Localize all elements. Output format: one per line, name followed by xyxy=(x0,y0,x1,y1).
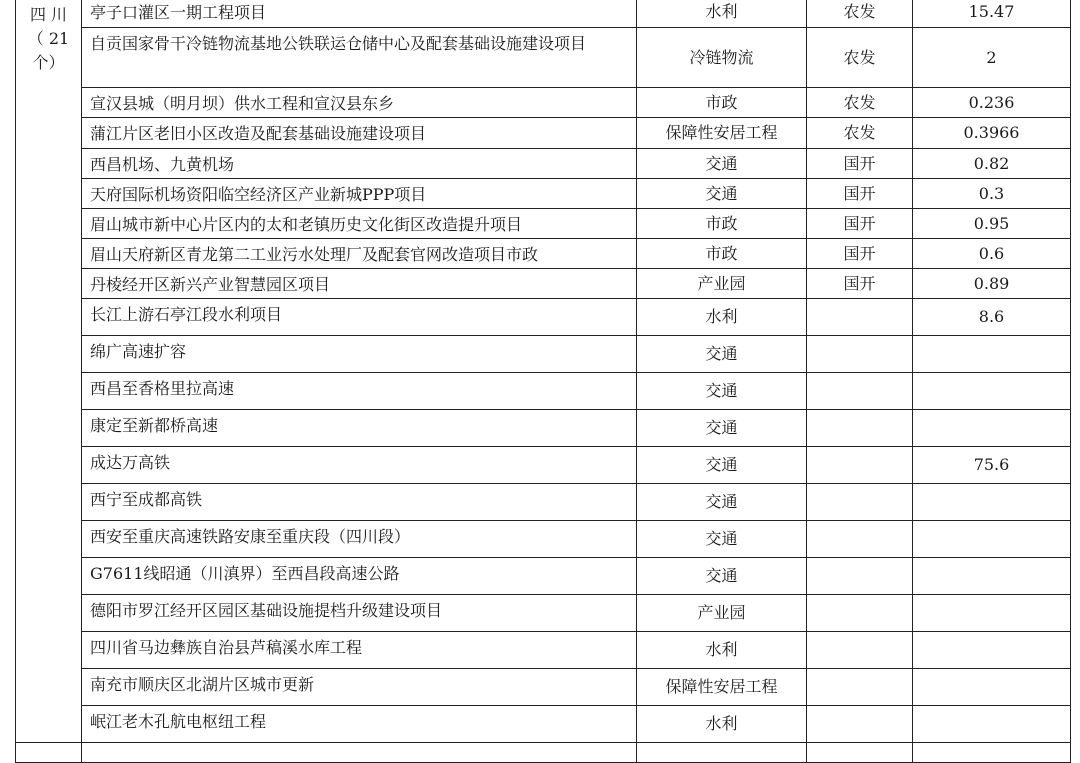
table-row xyxy=(16,0,1071,28)
project-name-cell: 成达万高铁 xyxy=(82,447,637,484)
table-row xyxy=(16,706,1071,743)
amount-cell xyxy=(913,706,1071,743)
category-cell: 交通 xyxy=(637,410,807,447)
project-name-cell: 天府国际机场资阳临空经济区产业新城PPP项目 xyxy=(82,179,637,209)
empty-cell xyxy=(16,743,82,763)
table-row xyxy=(16,447,1071,484)
project-name-cell: 眉山城市新中心片区内的太和老镇历史文化街区改造提升项目 xyxy=(82,209,637,239)
empty-cell xyxy=(913,743,1071,763)
category-cell: 交通 xyxy=(637,373,807,410)
project-name-cell: 长江上游石亭江段水利项目 xyxy=(82,299,637,336)
funding-source-cell: 国开 xyxy=(807,239,913,269)
province-label-line1: 四 川 xyxy=(29,5,68,24)
empty-cell xyxy=(807,743,913,763)
amount-cell: 2 xyxy=(913,28,1071,88)
funding-source-cell xyxy=(807,558,913,595)
empty-cell xyxy=(82,743,637,763)
project-name-cell: 康定至新都桥高速 xyxy=(82,410,637,447)
amount-cell xyxy=(913,336,1071,373)
table-row xyxy=(16,484,1071,521)
table-row xyxy=(16,336,1071,373)
funding-source-cell xyxy=(807,484,913,521)
funding-source-cell xyxy=(807,706,913,743)
table-row xyxy=(16,299,1071,336)
project-name-cell: 眉山天府新区青龙第二工业污水处理厂及配套官网改造项目市政 xyxy=(82,239,637,269)
table-row xyxy=(16,669,1071,706)
category-cell: 保障性安居工程 xyxy=(637,118,807,149)
amount-cell: 0.82 xyxy=(913,149,1071,179)
project-name-cell: 蒲江片区老旧小区改造及配套基础设施建设项目 xyxy=(82,118,637,149)
funding-source-cell xyxy=(807,595,913,632)
table-row xyxy=(16,88,1071,118)
project-name-cell: 西安至重庆高速铁路安康至重庆段（四川段） xyxy=(82,521,637,558)
category-cell: 产业园 xyxy=(637,595,807,632)
funding-source-cell xyxy=(807,410,913,447)
category-cell: 交通 xyxy=(637,521,807,558)
funding-source-cell: 国开 xyxy=(807,149,913,179)
amount-cell xyxy=(913,558,1071,595)
funding-source-cell xyxy=(807,373,913,410)
category-cell: 交通 xyxy=(637,179,807,209)
project-name-cell: 西宁至成都高铁 xyxy=(82,484,637,521)
funding-source-cell xyxy=(807,299,913,336)
funding-source-cell: 农发 xyxy=(807,0,913,28)
funding-source-cell: 农发 xyxy=(807,88,913,118)
category-cell: 冷链物流 xyxy=(637,28,807,88)
amount-cell: 0.6 xyxy=(913,239,1071,269)
category-cell: 保障性安居工程 xyxy=(637,669,807,706)
amount-cell xyxy=(913,484,1071,521)
table-row xyxy=(16,28,1071,88)
project-name-cell: 岷江老木孔航电枢纽工程 xyxy=(82,706,637,743)
amount-cell: 15.47 xyxy=(913,0,1071,28)
funding-source-cell: 国开 xyxy=(807,179,913,209)
funding-source-cell xyxy=(807,521,913,558)
category-cell: 交通 xyxy=(637,447,807,484)
project-name-cell: 宣汉县城（明月坝）供水工程和宣汉县东乡 xyxy=(82,88,637,118)
province-cell xyxy=(16,0,82,743)
category-cell: 市政 xyxy=(637,239,807,269)
category-cell: 水利 xyxy=(637,0,807,28)
table-row xyxy=(16,149,1071,179)
province-label-line2: （ 21 xyxy=(27,29,70,48)
funding-source-cell xyxy=(807,336,913,373)
funding-source-cell xyxy=(807,669,913,706)
project-name-cell: 自贡国家骨干冷链物流基地公铁联运仓储中心及配套基础设施建设项目 xyxy=(82,28,637,88)
category-cell: 交通 xyxy=(637,149,807,179)
table-row xyxy=(16,209,1071,239)
table-row xyxy=(16,239,1071,269)
amount-cell xyxy=(913,632,1071,669)
project-name-cell: 南充市顺庆区北湖片区城市更新 xyxy=(82,669,637,706)
project-name-cell: 四川省马边彝族自治县芦稿溪水库工程 xyxy=(82,632,637,669)
project-name-cell: 德阳市罗江经开区园区基础设施提档升级建设项目 xyxy=(82,595,637,632)
category-cell: 产业园 xyxy=(637,269,807,299)
category-cell: 水利 xyxy=(637,299,807,336)
amount-cell xyxy=(913,373,1071,410)
amount-cell: 0.236 xyxy=(913,88,1071,118)
table-row xyxy=(16,269,1071,299)
funding-source-cell: 国开 xyxy=(807,209,913,239)
funding-source-cell: 农发 xyxy=(807,28,913,88)
category-cell: 市政 xyxy=(637,209,807,239)
funding-source-cell: 农发 xyxy=(807,118,913,149)
province-label-line3: 个） xyxy=(32,53,65,72)
amount-cell xyxy=(913,521,1071,558)
amount-cell: 0.89 xyxy=(913,269,1071,299)
amount-cell: 0.3 xyxy=(913,179,1071,209)
funding-source-cell xyxy=(807,632,913,669)
category-cell: 水利 xyxy=(637,706,807,743)
table-row xyxy=(16,521,1071,558)
amount-cell xyxy=(913,410,1071,447)
category-cell: 水利 xyxy=(637,632,807,669)
project-name-cell: 亭子口灌区一期工程项目 xyxy=(82,0,637,28)
table-row xyxy=(16,179,1071,209)
amount-cell: 8.6 xyxy=(913,299,1071,336)
category-cell: 交通 xyxy=(637,484,807,521)
table-row xyxy=(16,558,1071,595)
amount-cell xyxy=(913,669,1071,706)
project-name-cell: 丹棱经开区新兴产业智慧园区项目 xyxy=(82,269,637,299)
project-name-cell: G7611线昭通（川滇界）至西昌段高速公路 xyxy=(82,558,637,595)
amount-cell: 0.3966 xyxy=(913,118,1071,149)
table-row xyxy=(16,373,1071,410)
category-cell: 交通 xyxy=(637,336,807,373)
table-row xyxy=(16,595,1071,632)
table-row xyxy=(16,118,1071,149)
project-name-cell: 西昌机场、九黄机场 xyxy=(82,149,637,179)
funding-source-cell: 国开 xyxy=(807,269,913,299)
amount-cell: 0.95 xyxy=(913,209,1071,239)
project-name-cell: 绵广高速扩容 xyxy=(82,336,637,373)
project-table xyxy=(15,0,1071,763)
amount-cell: 75.6 xyxy=(913,447,1071,484)
empty-cell xyxy=(637,743,807,763)
category-cell: 市政 xyxy=(637,88,807,118)
table-row xyxy=(16,632,1071,669)
table-row xyxy=(16,410,1071,447)
category-cell: 交通 xyxy=(637,558,807,595)
project-name-cell: 西昌至香格里拉高速 xyxy=(82,373,637,410)
amount-cell xyxy=(913,595,1071,632)
table-row-next-section xyxy=(16,743,1071,763)
funding-source-cell xyxy=(807,447,913,484)
